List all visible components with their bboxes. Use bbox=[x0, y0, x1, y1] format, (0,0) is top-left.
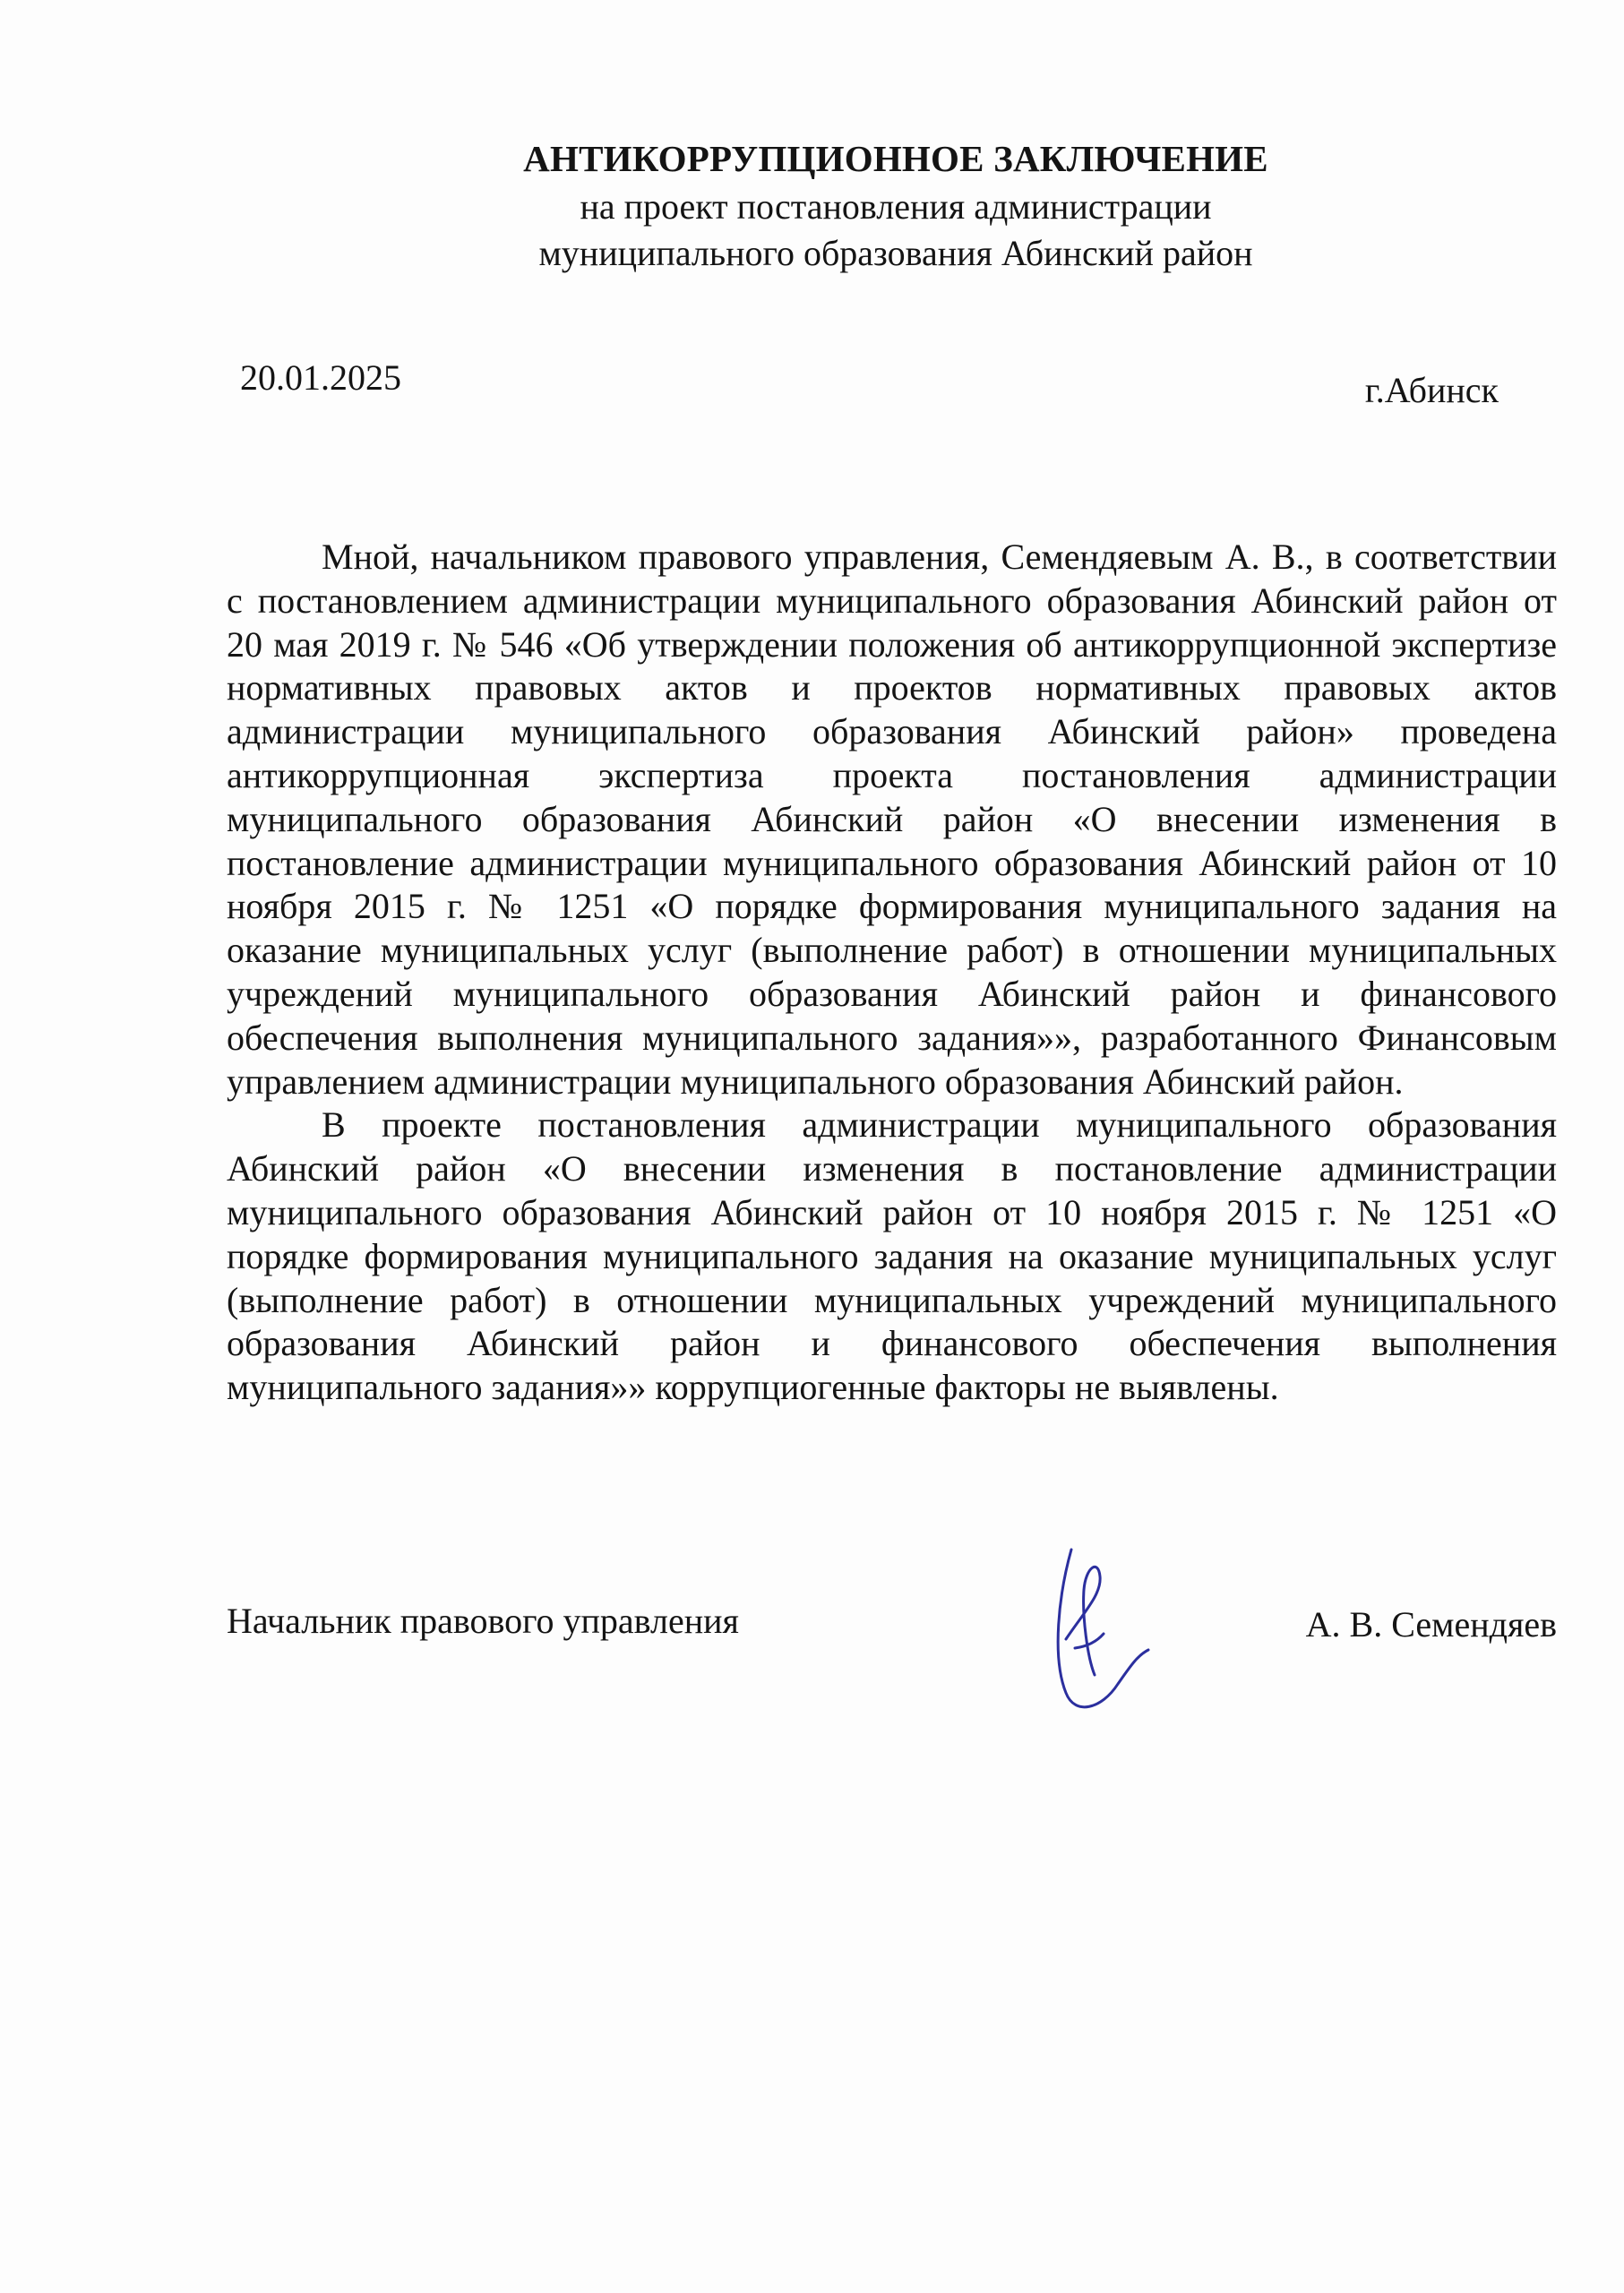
document-date: 20.01.2025 bbox=[240, 357, 401, 398]
body-paragraph-1: Мной, начальником правового управления, Семендяевым А. В., в соответствии с постановлением администрации муниципального образования Абинский район от 20 мая 2019 г. № 546 «Об утверждении положения об антикоррупционной экспертизе нормативных правовых актов и проектов нормативных правовых актов администрации муниципального образования Абинский район» проведена антикоррупционная экспертиза проекта постановления администрации муниципального образования Абинский район «О внесении изменения в постановление администрации муниципального образования Абинский район от 10 ноября 2015 г. № 1251 «О порядке формирования муниципального задания на оказание муниципальных услуг (выполнение работ) в отношении муниципальных учреждений муниципального образования Абинский район и финансового обеспечения выполнения муниципального задания»», разработанного Финансовым управлением администрации муниципального образования Абинский район. bbox=[227, 537, 1557, 1102]
handwritten-signature bbox=[1048, 1541, 1173, 1720]
signatory-position: Начальник правового управления bbox=[227, 1601, 739, 1641]
document-subtitle-line-1: на проект постановления администрации bbox=[580, 186, 1212, 227]
document-body bbox=[227, 536, 1557, 1410]
signature-stroke bbox=[1058, 1550, 1148, 1707]
body-paragraph-2: В проекте постановления администрации муниципального образования Абинский район «О внесении изменения в постановление администрации муниципального образования Абинский район от 10 ноября 2015 г. № 1251 «О порядке формирования муниципального задания на оказание муниципальных услуг (выполнение работ) в отношении муниципальных учреждений муниципального образования Абинский район и финансового обеспечения выполнения муниципального задания»» коррупциогенные факторы не выявлены. bbox=[227, 1104, 1557, 1408]
document-title: АНТИКОРРУПЦИОННОЕ ЗАКЛЮЧЕНИЕ bbox=[523, 138, 1268, 179]
signatory-name: А. В. Семендяев bbox=[1305, 1604, 1557, 1645]
document-city: г.Абинск bbox=[1364, 370, 1499, 410]
document-subtitle-line-2: муниципального образования Абинский район bbox=[538, 233, 1253, 273]
